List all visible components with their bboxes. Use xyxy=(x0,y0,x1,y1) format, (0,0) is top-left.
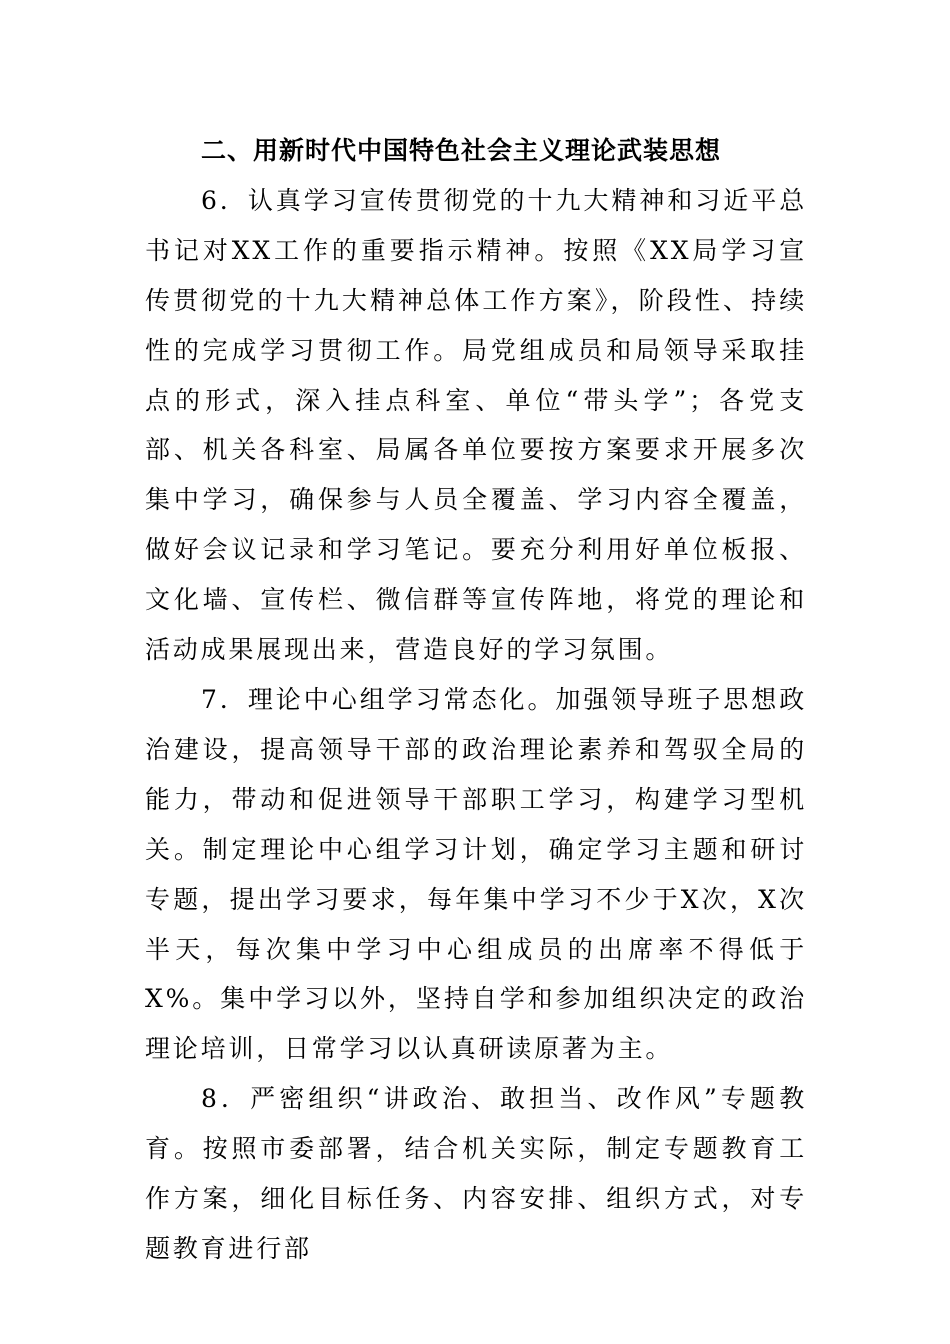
section-heading: 二、用新时代中国特色社会主义理论武装思想 xyxy=(201,136,722,165)
paragraph-item-8: 8．严密组织“讲政治、敢担当、改作风”专题教育。按照市委部署，结合机关实际，制定专题教育工作方案，细化目标任务、内容安排、组织方式，对专题教育进行部 xyxy=(145,1084,807,1263)
paragraph-item-6: 6．认真学习宣传贯彻党的十九大精神和习近平总书记对XX工作的重要指示精神。按照《XX局学习宣传贯彻党的十九大精神总体工作方案》，阶段性、持续性的完成学习贯彻工作。局党组成员和局领导采取挂点的形式，深入挂点科室、单位“带头学”；各党支部、机关各科室、局属各单位要按方案要求开展多次集中学习，确保参与人员全覆盖、学习内容全覆盖，做好会议记录和学习笔记。要充分利用好单位板报、文化墙、宣传栏、微信群等宣传阵地，将党的理论和活动成果展现出来，营造良好的学习氛围。 xyxy=(145,185,807,665)
document-body xyxy=(145,126,807,1274)
paragraph-item-7: 7．理论中心组学习常态化。加强领导班子思想政治建设，提高领导干部的政治理论素养和驾驭全局的能力，带动和促进领导干部职工学习，构建学习型机关。制定理论中心组学习计划，确定学习主题和研讨专题，提出学习要求，每年集中学习不少于X次，X次半天，每次集中学习中心组成员的出席率不得低于X%。集中学习以外，坚持自学和参加组织决定的政治理论培训，日常学习以认真研读原著为主。 xyxy=(145,684,807,1064)
